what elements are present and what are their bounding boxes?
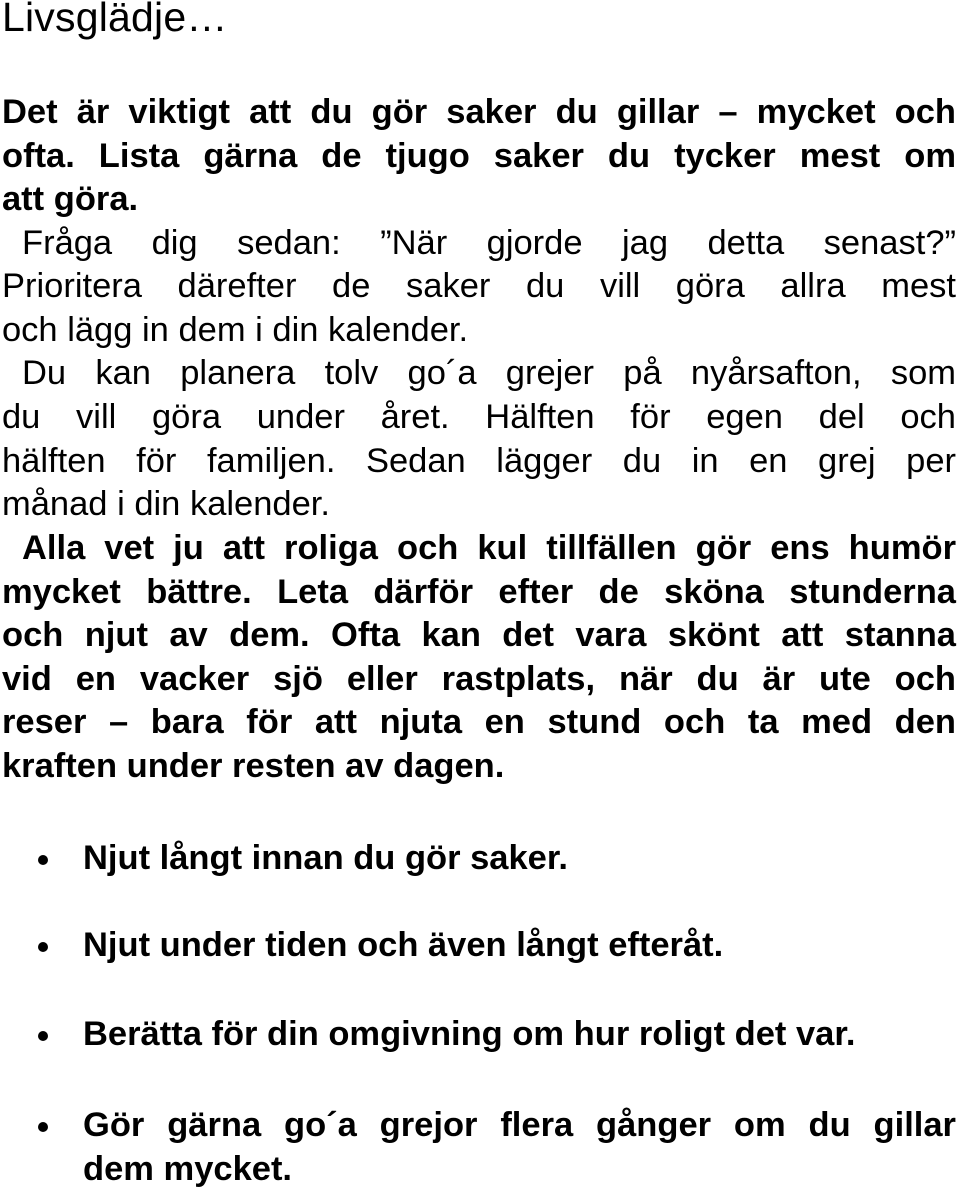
paragraph-line: Det är viktigt att du gör saker du gillar – mycket och	[2, 93, 956, 131]
list-item-text: Njut under tiden och även långt efteråt.	[83, 926, 724, 964]
paragraph-line: reser – bara för att njuta en stund och ta med den	[2, 703, 956, 741]
bullet-icon	[38, 942, 48, 952]
bullet-icon	[38, 1031, 48, 1041]
bullet-icon	[38, 855, 48, 865]
paragraph-line: månad i din kalender.	[2, 485, 330, 523]
paragraph-line: hälften för familjen. Sedan lägger du in en grej per	[2, 442, 956, 480]
list-item-text: Berätta för din omgivning om hur roligt det var.	[83, 1015, 856, 1053]
paragraph-line: Du kan planera tolv go´a grejer på nyårsafton, som	[22, 354, 956, 392]
paragraph-line: Prioritera därefter de saker du vill göra allra mest	[2, 267, 956, 305]
paragraph-line: du vill göra under året. Hälften för egen del och	[2, 398, 956, 436]
paragraph-line: kraften under resten av dagen.	[2, 747, 505, 785]
list-item-text: Gör gärna go´a grejor flera gånger om du gillar	[83, 1106, 956, 1144]
paragraph-line: mycket bättre. Leta därför efter de sköna stunderna	[2, 573, 956, 611]
page-title: Livsglädje…	[2, 0, 228, 40]
bullet-icon	[38, 1122, 48, 1132]
paragraph-line: vid en vacker sjö eller rastplats, när du är ute och	[2, 660, 956, 698]
paragraph-line: Alla vet ju att roliga och kul tillfällen gör ens humör	[22, 529, 956, 567]
paragraph-line: Fråga dig sedan: ”När gjorde jag detta senast?”	[22, 224, 956, 262]
list-item-text: dem mycket.	[83, 1150, 293, 1188]
paragraph-line: och njut av dem. Ofta kan det vara skönt att stanna	[2, 616, 956, 654]
paragraph-line: ofta. Lista gärna de tjugo saker du tycker mest om	[2, 137, 956, 175]
paragraph-line: och lägg in dem i din kalender.	[2, 311, 469, 349]
list-item-text: Njut långt innan du gör saker.	[83, 839, 568, 877]
paragraph-line: att göra.	[2, 180, 139, 218]
